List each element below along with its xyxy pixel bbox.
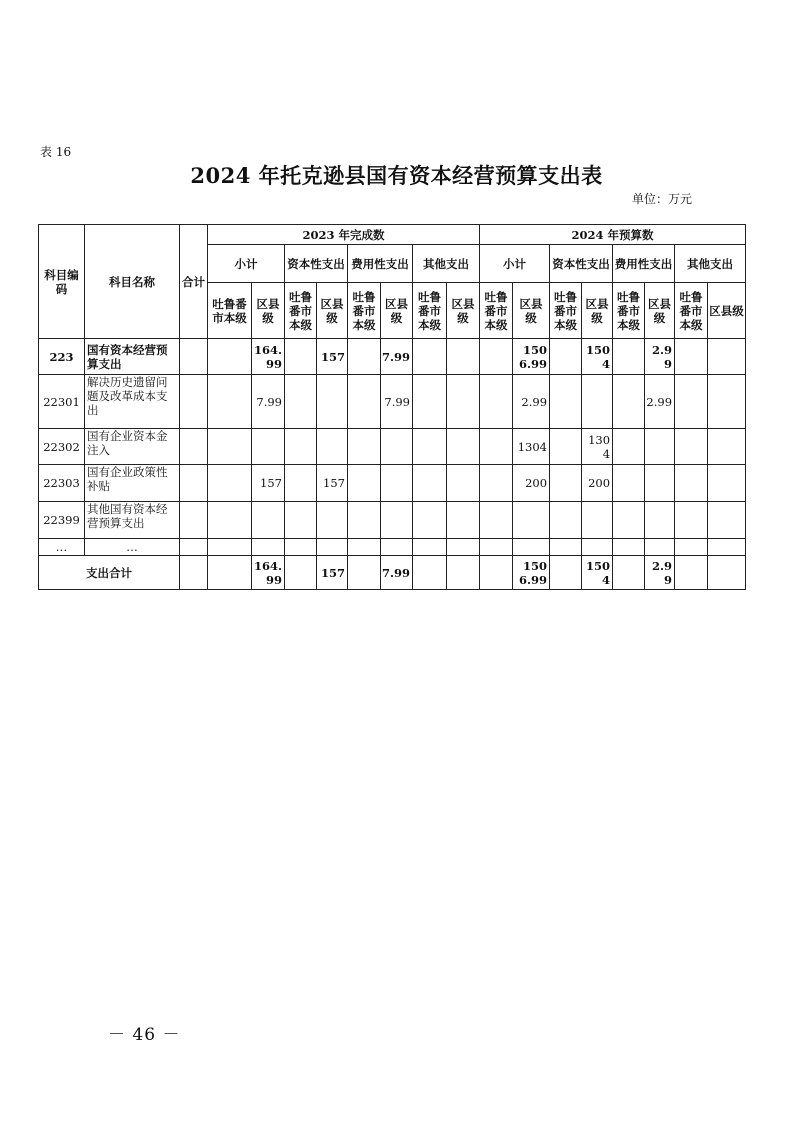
cell-2023-subtotal-city — [208, 429, 252, 465]
total-2023-other-city — [413, 556, 447, 590]
page-number: － 46 － — [108, 1025, 181, 1045]
table-row — [39, 465, 746, 502]
cell-2023-capital-city — [285, 465, 317, 502]
cell-2023-capital-county — [317, 539, 348, 556]
row-name: … — [85, 539, 180, 556]
cell-2024-capital-county — [582, 502, 613, 539]
cell-2024-capital-city — [550, 339, 582, 375]
cell-2024-expense-city — [613, 339, 645, 375]
cell-2023-subtotal-city — [208, 539, 252, 556]
header-2023-capital: 资本性支出 — [285, 245, 348, 283]
cell-2024-other-city — [675, 539, 708, 556]
cell-2023-expense-county: 7.99 — [381, 375, 413, 429]
cell-2023-subtotal-city — [208, 339, 252, 375]
cell-2023-other-city — [413, 339, 447, 375]
total-sum — [180, 556, 208, 590]
cell-2023-capital-city — [285, 502, 317, 539]
header-city-level: 吐鲁番市本级 — [208, 283, 252, 339]
cell-2023-subtotal-city — [208, 502, 252, 539]
cell-2024-other-city — [675, 375, 708, 429]
cell-2023-subtotal-county — [252, 502, 285, 539]
cell-2023-capital-city — [285, 539, 317, 556]
header-county-level: 区县级 — [708, 283, 746, 339]
total-2024-capital-county: 1504 — [582, 556, 613, 590]
row-name: 国有企业政策性补贴 — [85, 465, 180, 502]
cell-2024-expense-county — [645, 429, 675, 465]
header-county-level: 区县级 — [513, 283, 550, 339]
cell-2023-other-county — [447, 539, 480, 556]
cell-2023-expense-county — [381, 465, 413, 502]
unit-label: 单位：万元 — [632, 192, 693, 206]
row-total — [180, 429, 208, 465]
total-2024-expense-city — [613, 556, 645, 590]
row-code: … — [39, 539, 85, 556]
row-name: 国有企业资本金注入 — [85, 429, 180, 465]
cell-2023-capital-city — [285, 339, 317, 375]
header-year-2024: 2024 年预算数 — [480, 225, 746, 245]
total-2023-capital-city — [285, 556, 317, 590]
row-name: 国有资本经营预算支出 — [85, 339, 180, 375]
total-2023-subtotal-city — [208, 556, 252, 590]
header-county-level: 区县级 — [645, 283, 675, 339]
cell-2024-capital-city — [550, 375, 582, 429]
cell-2023-other-county — [447, 465, 480, 502]
header-city-level: 吐鲁番市本级 — [413, 283, 447, 339]
cell-2024-expense-county — [645, 502, 675, 539]
total-2023-expense-city — [348, 556, 381, 590]
header-city-level: 吐鲁番市本级 — [285, 283, 317, 339]
cell-2024-expense-city — [613, 539, 645, 556]
cell-2024-other-city — [675, 465, 708, 502]
cell-2023-other-county — [447, 429, 480, 465]
cell-2024-expense-county — [645, 465, 675, 502]
header-city-level: 吐鲁番市本级 — [613, 283, 645, 339]
cell-2023-expense-city — [348, 339, 381, 375]
cell-2023-expense-county — [381, 429, 413, 465]
row-code: 22303 — [39, 465, 85, 502]
cell-2023-subtotal-county: 157 — [252, 465, 285, 502]
cell-2023-expense-county — [381, 502, 413, 539]
cell-2024-subtotal-county — [513, 502, 550, 539]
header-city-level: 吐鲁番市本级 — [675, 283, 708, 339]
cell-2023-capital-county — [317, 375, 348, 429]
header-city-level: 吐鲁番市本级 — [550, 283, 582, 339]
header-2024-expense: 费用性支出 — [613, 245, 675, 283]
total-2024-other-county — [708, 556, 746, 590]
budget-table — [38, 224, 746, 590]
cell-2024-capital-county: 1504 — [582, 339, 613, 375]
cell-2024-other-city — [675, 429, 708, 465]
cell-2024-subtotal-city — [480, 539, 513, 556]
cell-2023-other-city — [413, 375, 447, 429]
row-code: 223 — [39, 339, 85, 375]
header-city-level: 吐鲁番市本级 — [348, 283, 381, 339]
header-county-level: 区县级 — [447, 283, 480, 339]
cell-2024-subtotal-city — [480, 502, 513, 539]
header-county-level: 区县级 — [381, 283, 413, 339]
row-name: 解决历史遗留问题及改革成本支出 — [85, 375, 180, 429]
row-name: 其他国有资本经营预算支出 — [85, 502, 180, 539]
cell-2024-capital-city — [550, 539, 582, 556]
cell-2024-other-city — [675, 502, 708, 539]
cell-2024-expense-county: 2.99 — [645, 375, 675, 429]
table-row — [39, 502, 746, 539]
total-2024-capital-city — [550, 556, 582, 590]
cell-2024-other-county — [708, 339, 746, 375]
cell-2024-expense-county — [645, 539, 675, 556]
cell-2023-expense-city — [348, 375, 381, 429]
cell-2023-capital-county — [317, 429, 348, 465]
total-2023-subtotal-county: 164.99 — [252, 556, 285, 590]
total-label: 支出合计 — [39, 556, 180, 590]
header-2023-other: 其他支出 — [413, 245, 480, 283]
header-county-level: 区县级 — [252, 283, 285, 339]
table-label: 表 16 — [40, 145, 72, 159]
cell-2024-capital-county: 200 — [582, 465, 613, 502]
total-2024-expense-county: 2.99 — [645, 556, 675, 590]
table-row — [39, 339, 746, 375]
cell-2023-other-city — [413, 429, 447, 465]
cell-2024-expense-city — [613, 502, 645, 539]
cell-2023-expense-city — [348, 429, 381, 465]
header-county-level: 区县级 — [582, 283, 613, 339]
header-name: 科目名称 — [85, 225, 180, 339]
cell-2023-subtotal-county: 7.99 — [252, 375, 285, 429]
total-row — [39, 556, 746, 590]
cell-2024-expense-city — [613, 465, 645, 502]
cell-2023-expense-city — [348, 539, 381, 556]
cell-2023-capital-county — [317, 502, 348, 539]
header-2024-subtotal: 小计 — [480, 245, 550, 283]
header-2023-expense: 费用性支出 — [348, 245, 413, 283]
cell-2023-other-city — [413, 502, 447, 539]
cell-2024-subtotal-county: 1506.99 — [513, 339, 550, 375]
total-2024-subtotal-county: 1506.99 — [513, 556, 550, 590]
table-row — [39, 429, 746, 465]
header-county-level: 区县级 — [317, 283, 348, 339]
cell-2024-capital-city — [550, 502, 582, 539]
cell-2023-other-city — [413, 539, 447, 556]
cell-2024-other-county — [708, 502, 746, 539]
page-title: 2024 年托克逊县国有资本经营预算支出表 — [190, 163, 603, 188]
row-total — [180, 375, 208, 429]
row-total — [180, 539, 208, 556]
cell-2023-subtotal-county — [252, 429, 285, 465]
cell-2024-other-county — [708, 539, 746, 556]
cell-2023-capital-county: 157 — [317, 465, 348, 502]
header-2024-other: 其他支出 — [675, 245, 746, 283]
row-total — [180, 465, 208, 502]
cell-2023-other-county — [447, 375, 480, 429]
row-code: 22301 — [39, 375, 85, 429]
cell-2024-subtotal-county: 1304 — [513, 429, 550, 465]
cell-2023-other-city — [413, 465, 447, 502]
cell-2024-expense-city — [613, 429, 645, 465]
cell-2023-subtotal-city — [208, 375, 252, 429]
cell-2023-capital-city — [285, 429, 317, 465]
header-city-level: 吐鲁番市本级 — [480, 283, 513, 339]
row-total — [180, 339, 208, 375]
cell-2024-subtotal-city — [480, 339, 513, 375]
header-row-years — [39, 225, 746, 245]
cell-2024-capital-city — [550, 429, 582, 465]
cell-2024-subtotal-city — [480, 429, 513, 465]
cell-2023-other-county — [447, 339, 480, 375]
row-code: 22302 — [39, 429, 85, 465]
cell-2023-subtotal-county — [252, 539, 285, 556]
cell-2024-subtotal-county: 200 — [513, 465, 550, 502]
cell-2024-subtotal-county: 2.99 — [513, 375, 550, 429]
cell-2024-subtotal-county — [513, 539, 550, 556]
total-2024-subtotal-city — [480, 556, 513, 590]
header-year-2023: 2023 年完成数 — [208, 225, 480, 245]
total-2023-expense-county: 7.99 — [381, 556, 413, 590]
cell-2024-other-county — [708, 429, 746, 465]
cell-2023-expense-city — [348, 465, 381, 502]
total-2024-other-city — [675, 556, 708, 590]
table-row — [39, 539, 746, 556]
total-2023-other-county — [447, 556, 480, 590]
header-2024-capital: 资本性支出 — [550, 245, 613, 283]
cell-2024-expense-city — [613, 375, 645, 429]
cell-2024-other-city — [675, 339, 708, 375]
cell-2023-subtotal-city — [208, 465, 252, 502]
cell-2023-capital-county: 157 — [317, 339, 348, 375]
cell-2024-capital-county: 1304 — [582, 429, 613, 465]
row-total — [180, 502, 208, 539]
table-row — [39, 375, 746, 429]
header-total: 合计 — [180, 225, 208, 339]
cell-2023-capital-city — [285, 375, 317, 429]
cell-2024-expense-county: 2.99 — [645, 339, 675, 375]
cell-2023-expense-county: 7.99 — [381, 339, 413, 375]
cell-2023-expense-county — [381, 539, 413, 556]
cell-2023-subtotal-county: 164.99 — [252, 339, 285, 375]
row-code: 22399 — [39, 502, 85, 539]
cell-2024-capital-county — [582, 375, 613, 429]
cell-2024-subtotal-city — [480, 375, 513, 429]
cell-2024-other-county — [708, 375, 746, 429]
header-2023-subtotal: 小计 — [208, 245, 285, 283]
cell-2024-other-county — [708, 465, 746, 502]
header-code: 科目编码 — [39, 225, 85, 339]
cell-2024-capital-city — [550, 465, 582, 502]
cell-2023-other-county — [447, 502, 480, 539]
cell-2024-capital-county — [582, 539, 613, 556]
cell-2024-subtotal-city — [480, 465, 513, 502]
total-2023-capital-county: 157 — [317, 556, 348, 590]
cell-2023-expense-city — [348, 502, 381, 539]
